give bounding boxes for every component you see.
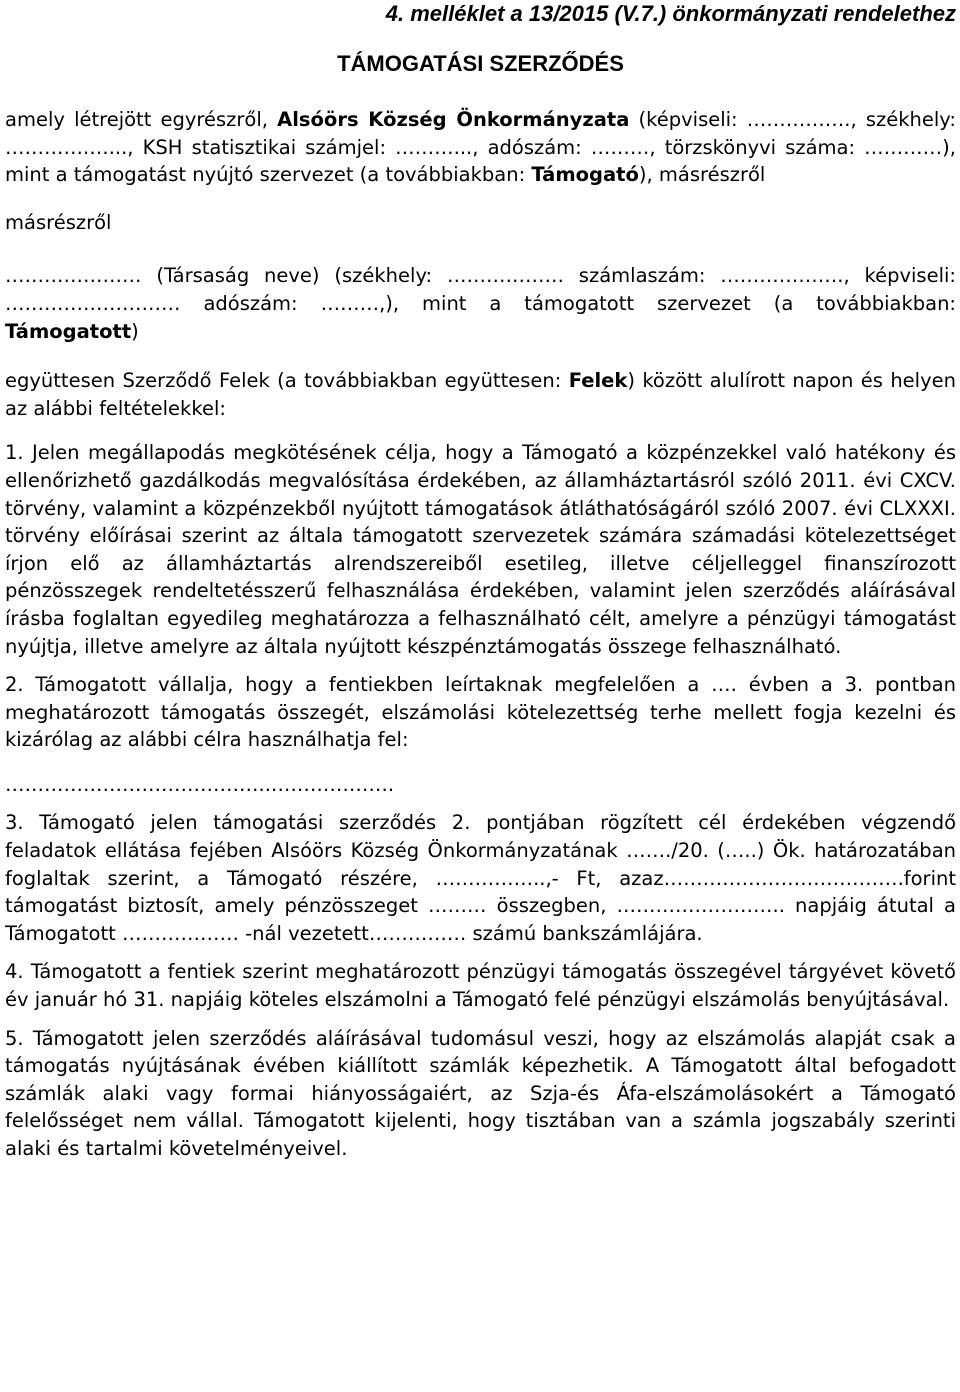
together-text-1: együttesen Szerződő Felek (a továbbiakban együttesen: bbox=[5, 369, 569, 393]
section-5: 5. Támogatott jelen szerződés aláírásával tudomásul veszi, hogy az elszámolás alapját csak a támogatás nyújtásának évében kiállított számlák képezhetik. A Támogatott által befogadott számlák alaki vagy formai hiányosságaiért, az Szja-és Áfa-elszámolásokért a Támogató felelősséget nem vállal. Támogatott kijelenti, hogy tisztában van a számla jogszabály szerinti alaki és tartalmi követelményeivel. bbox=[5, 1026, 956, 1160]
section-1: 1. Jelen megállapodás megkötésének célja, hogy a Támogató a közpénzekkel való hatékony és ellenőrizhető gazdálkodás megvalósítása érdekében, az államháztartásról szóló 2011. évi CXCV. törvény, valamint a közpénzekből nyújtott támogatások átláthatóságáról szóló 2007. évi CLXXXI. törvény előírásai szerint az általa támogatott szervezetek számára számadási kötelezettséget írjon elő az államháztartás alrendszereiből esetileg, illetve céljelleggel finanszírozott pénzösszegek rendeltetésszerű felhasználása érdekében, valamint jelen szerződés aláírásával írásba foglaltan egyedileg meghatározza a felhasználható célt, amelyre a pénzügyi támogatást nyújtja, illetve amelyre az általa nyújtott készpénztámogatás összege felhasználható. bbox=[5, 441, 956, 658]
annex-header: 4. melléklet a 13/2015 (V.7.) önkormányzati rendelethez bbox=[385, 1, 956, 26]
intro-paragraph bbox=[5, 106, 956, 189]
parties-together-paragraph bbox=[5, 367, 956, 422]
section-2-blank: …………………………………..………………. bbox=[5, 772, 395, 796]
party-text-2: ) bbox=[131, 319, 139, 343]
intro-text-3: ), másrészről bbox=[638, 163, 766, 187]
section-2: 2. Támogatott vállalja, hogy a fentiekben leírtaknak megfelelően a …. évben a 3. pontban meghatározott támogatás összegét, elszámolási kötelezettség terhe mellett fogja kezelni és kizárólag az alábbi célra használhatja fel: bbox=[5, 673, 956, 752]
other-party-heading: másrészről bbox=[5, 210, 112, 234]
intro-text-2: (képviseli: ……………., székhely: ………….…..., KSH statisztikai számjel: ………..., adószám: ………, törzskönyvi száma: …………), mint a támogatást nyújtó szervezet (a továbbiakban: bbox=[5, 108, 957, 187]
section-3: 3. Támogató jelen támogatási szerződés 2. pontjában rögzített cél érdekében végzendő feladatok ellátása fejében Alsóörs Község Önkormányzatának ……./20. (…..) Ök. határozatában foglaltak szerint, a Támogató részére, ……………..,- Ft, azaz……………………………….forint támogatást biztosít, amely pénzösszeget ……… összegben, …………………….. napjáig átutal a Támogatott ……………… -nál vezetett…………… számú bankszámlájára. bbox=[5, 811, 956, 945]
section-4: 4. Támogatott a fentiek szerint meghatározott pénzügyi támogatás összegével tárgyévet követő év január hó 31. napjáig köteles elszámolni a Támogató felé pénzügyi elszámolás benyújtásával. bbox=[5, 960, 956, 1012]
supported-party-paragraph bbox=[5, 262, 956, 345]
supporter-term: Támogató bbox=[531, 163, 639, 187]
party-text-1: ………………… (Társaság neve) (székhely: ……………… számlaszám: ………………., képviseli: ……………………… adószám: ………,), mint a támogatott szervezet (a továbbiakban: bbox=[5, 264, 956, 315]
document-title: TÁMOGATÁSI SZERZŐDÉS bbox=[337, 51, 624, 76]
municipality-name: Alsóörs Község Önkormányzata bbox=[277, 108, 630, 131]
parties-term: Felek bbox=[568, 369, 628, 393]
together-text-2: ) között alulírott napon és helyen az alábbi feltételekkel: bbox=[5, 369, 956, 420]
supported-term: Támogatott bbox=[5, 319, 132, 343]
intro-text-1: amely létrejött egyrészről, bbox=[5, 108, 278, 131]
